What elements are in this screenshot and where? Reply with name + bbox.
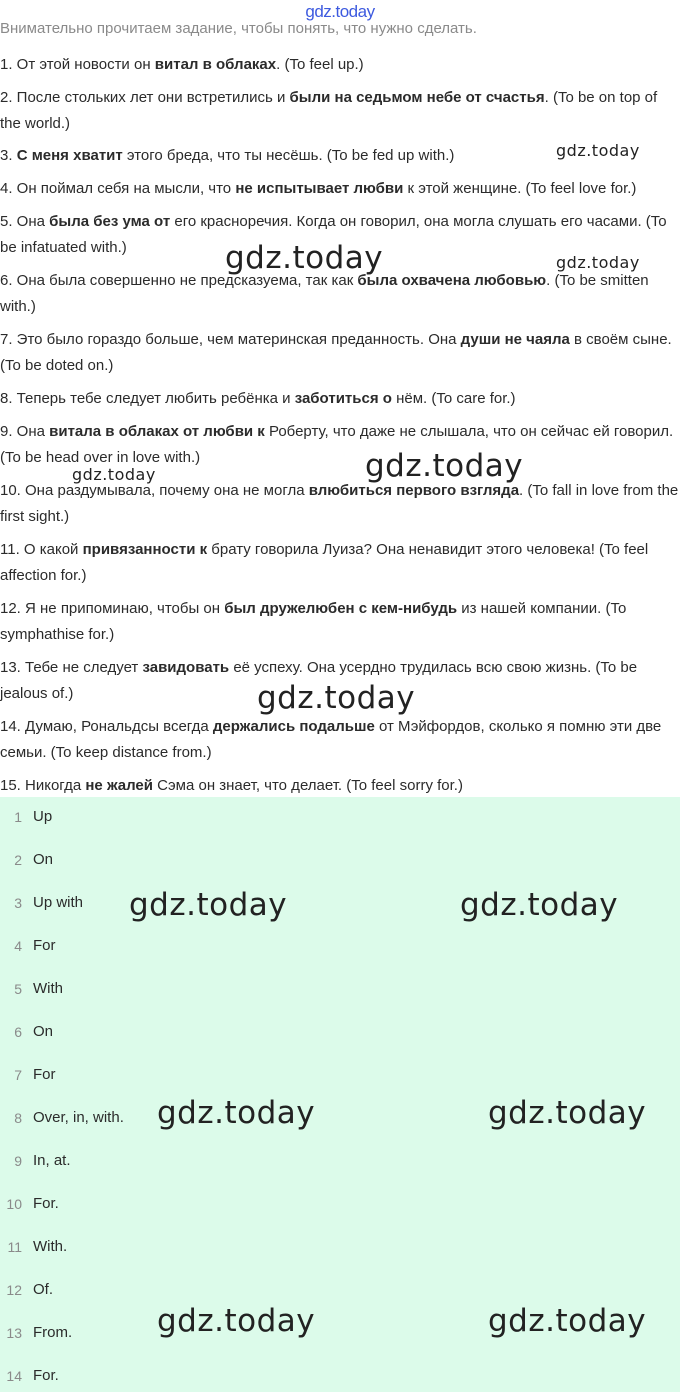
task-intro: Внимательно прочитаем задание, чтобы понять, что нужно сделать.: [0, 20, 477, 37]
watermark: gdz.today: [157, 1095, 316, 1131]
list-item: [0, 176, 680, 202]
answer-text: On: [33, 851, 54, 868]
answer-text: Over, in, with.: [33, 1109, 124, 1126]
answer-text: For.: [33, 1367, 59, 1384]
item-text: 4. Он поймал себя на мысли, что: [0, 180, 236, 197]
answer-text: For: [33, 937, 56, 954]
watermark: gdz.today: [72, 465, 156, 484]
highlighted-phrase: влюбиться первого взгляда: [308, 482, 520, 499]
answer-number: 2: [14, 852, 22, 868]
watermark: gdz.today: [488, 1095, 647, 1131]
highlighted-phrase: была охвачена любовью: [357, 272, 547, 289]
highlighted-phrase: души не чаяла: [460, 331, 570, 348]
item-text: 6. Она была совершенно не предсказуема, так как: [0, 272, 358, 289]
answer-number: 4: [14, 938, 22, 954]
answer-number: 9: [14, 1153, 22, 1169]
list-item: [0, 478, 680, 530]
answer-number: 5: [14, 981, 22, 997]
answer-text: For: [33, 1066, 56, 1083]
item-text: . (To be on top of the world.): [0, 89, 658, 132]
highlighted-phrase: витала в облаках от любви к: [49, 423, 265, 440]
list-item: [0, 52, 680, 78]
item-text: этого бреда, что ты несёшь. (To be fed up with.): [122, 147, 455, 164]
answer-number: 1: [14, 809, 22, 825]
watermark: gdz.today: [225, 240, 384, 276]
list-item: [0, 327, 680, 379]
answer-number: 12: [6, 1282, 22, 1298]
list-item: [0, 386, 680, 412]
site-logo[interactable]: gdz.today: [305, 2, 375, 21]
highlighted-phrase: были на седьмом небе от счастья: [289, 89, 545, 106]
item-text: 7. Это было гораздо больше, чем материнская преданность. Она: [0, 331, 461, 348]
highlighted-phrase: витал в облаках: [154, 56, 277, 73]
item-text: её успеху. Она усердно трудилась всю свою жизнь. (To be jealous of.): [0, 659, 638, 702]
item-text: 13. Тебе не следует: [0, 659, 143, 676]
highlighted-phrase: не жалей: [85, 777, 153, 794]
item-text: нём. (To care for.): [391, 390, 516, 407]
item-text: к этой женщине. (To feel love for.): [403, 180, 637, 197]
answer-number: 3: [14, 895, 22, 911]
answer-number: 11: [7, 1239, 22, 1255]
answer-text: With.: [33, 1238, 68, 1255]
item-text: 3.: [0, 147, 17, 164]
list-item: [0, 714, 680, 766]
watermark: gdz.today: [157, 1303, 316, 1339]
item-text: из нашей компании. (To symphathise for.): [0, 600, 627, 643]
answer-text: In, at.: [33, 1152, 71, 1169]
watermark: gdz.today: [365, 448, 524, 484]
answer-text: With: [33, 980, 63, 997]
item-text: 5. Она: [0, 213, 50, 230]
answer-text: Up: [33, 808, 53, 825]
answer-text: Of.: [33, 1281, 54, 1298]
item-text: 12. Я не припоминаю, чтобы он: [0, 600, 225, 617]
watermark: gdz.today: [257, 680, 416, 716]
answer-text: For.: [33, 1195, 59, 1212]
highlighted-phrase: был дружелюбен с кем-нибудь: [224, 600, 458, 617]
item-text: . (To fall in love from the first sight.): [0, 482, 679, 525]
item-text: Роберту, что даже не слышала, что он сейчас ей говорил. (To be head over in love with.): [0, 423, 674, 466]
highlighted-phrase: была без ума от: [49, 213, 171, 230]
highlighted-phrase: привязанности к: [82, 541, 208, 558]
watermark: gdz.today: [488, 1303, 647, 1339]
highlighted-phrase: держались подальше: [212, 718, 375, 735]
item-text: 2. После стольких лет они встретились и: [0, 89, 290, 106]
list-item: [0, 537, 680, 589]
item-text: 10. Она раздумывала, почему она не могла: [0, 482, 309, 499]
answer-number: 10: [6, 1196, 22, 1212]
list-item: [0, 596, 680, 648]
answer-number: 13: [6, 1325, 22, 1341]
highlighted-phrase: завидовать: [142, 659, 230, 676]
answer-number: 7: [14, 1067, 22, 1083]
highlighted-phrase: не испытывает любви: [235, 180, 404, 197]
answer-text: Up with: [33, 894, 84, 911]
item-text: Сэма он знает, что делает. (To feel sorry for.): [153, 777, 463, 794]
answer-number: 6: [14, 1024, 22, 1040]
answer-text: From.: [33, 1324, 73, 1341]
item-text: брату говорила Луиза? Она ненавидит этого человека! (To feel affection for.): [0, 541, 649, 584]
watermark: gdz.today: [129, 887, 288, 923]
answer-text: On: [33, 1023, 54, 1040]
highlighted-phrase: заботиться о: [294, 390, 392, 407]
list-item: [0, 773, 680, 799]
list-item: [0, 419, 680, 471]
answer-number: 14: [6, 1368, 22, 1384]
watermark: gdz.today: [556, 141, 640, 160]
item-text: 8. Теперь тебе следует любить ребёнка и: [0, 390, 295, 407]
item-text: от Мэйфордов, сколько я помню эти две семьи. (To keep distance from.): [0, 718, 662, 761]
item-text: его красноречия. Когда он говорил, она могла слушать его часами. (To be infatuated with.): [0, 213, 667, 256]
item-text: 9. Она: [0, 423, 50, 440]
item-text: 15. Никогда: [0, 777, 86, 794]
item-text: 1. От этой новости он: [0, 56, 155, 73]
watermark: gdz.today: [460, 887, 619, 923]
item-text: . (To be smitten with.): [0, 272, 649, 315]
watermark: gdz.today: [556, 253, 640, 272]
list-item: [0, 85, 680, 137]
item-text: в своём сыне. (To be doted on.): [0, 331, 672, 374]
highlighted-phrase: С меня хватит: [16, 147, 123, 164]
item-text: . (To feel up.): [276, 56, 364, 73]
item-text: 11. О какой: [0, 541, 83, 558]
answer-number: 8: [14, 1110, 22, 1126]
item-text: 14. Думаю, Рональдсы всегда: [0, 718, 213, 735]
